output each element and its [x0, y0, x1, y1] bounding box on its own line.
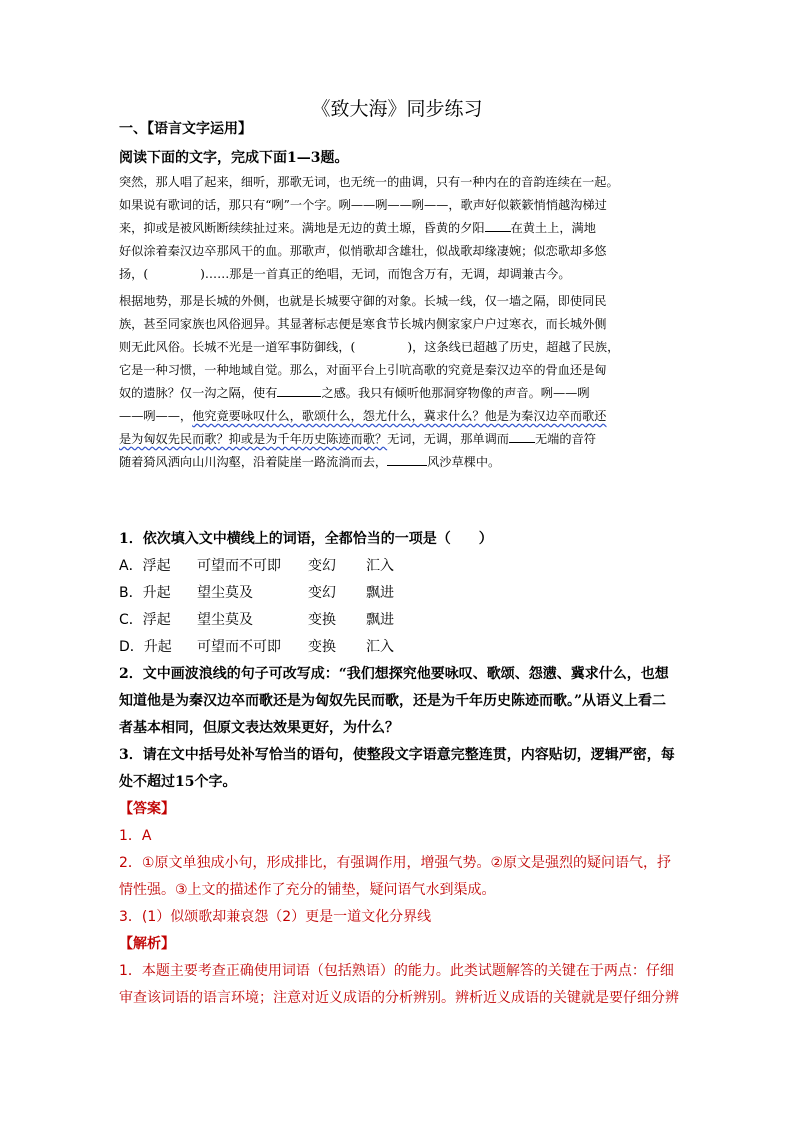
fill-blank-1	[485, 218, 511, 232]
option-word: 变换	[308, 639, 336, 655]
option-word: 变幻	[308, 558, 336, 574]
wavy-underlined-sentence: 他究竟要咏叹什么，歌颂什么，怨尤什么，冀求什么？他是为秦汉边卒而歌还	[192, 409, 607, 423]
option-b	[119, 583, 394, 603]
passage-text: 来，抑或是被风断断续续扯过来。满地是无边的黄土塬，昏黄的夕阳	[119, 221, 485, 235]
answer-1: 1．A	[119, 828, 152, 844]
passage-text: )，这条线已超越了历史，超越了民族，	[407, 340, 620, 354]
passage-text: )……那是一首真正的绝唱，无词，而饱含万有，无调，却调兼古今。	[200, 267, 571, 281]
answer-header: 【答案】	[119, 801, 175, 817]
option-word: 变幻	[308, 585, 336, 601]
question-3-line: 处不超过15个字。	[119, 774, 237, 790]
option-word: 可望而不可即	[197, 558, 281, 574]
passage-line: 如果说有歌词的话，那只有“咧”一个字。咧——咧——咧——，歌声好似簌簌悄悄越沟梯过	[119, 198, 607, 212]
passage-text: 奴的遗脉？仅一沟之隔，使有	[119, 386, 278, 400]
passage-line: 根据地势，那是长城的外侧，也就是长城要守御的对象。长城一线，仅一墙之隔，即使同民	[119, 294, 607, 308]
option-word: 汇入	[366, 639, 394, 655]
option-word: 望尘莫及	[197, 585, 253, 601]
passage-text: 之感。我只有倾听他那洞穿物像的声音。咧——咧	[321, 386, 590, 400]
option-label: D．升起	[119, 639, 172, 655]
answer-3: 3．(1）似颂歌却兼哀怨（2）更是一道文化分界线	[119, 909, 432, 925]
passage-line: 它是一种习惯，一种地域自觉。那么，对面平台上引吭高歌的究竟是秦汉边卒的骨血还是匈	[119, 363, 607, 377]
analysis-line: 审查该词语的语言环境；注意对近义成语的分析辨别。辨析近义成语的关键就是要仔细分辨	[119, 990, 679, 1006]
analysis-line: 1．本题主要考查正确使用词语（包括熟语）的能力。此类试题解答的关键在于两点：仔细	[119, 963, 674, 979]
option-word: 汇入	[366, 558, 394, 574]
passage-line	[119, 383, 590, 403]
passage-line: 好似涂着秦汉边卒那风干的血。那歌声，似悄歌却含雄壮，似战歌却缘凄婉；似恋歌却多悠	[119, 244, 607, 258]
passage-line: 突然，那人唱了起来，细听，那歌无词，也无统一的曲调，只有一种内在的音韵连续在一起。	[119, 175, 619, 189]
answer-2-line: 情性强。③上文的描述作了充分的铺垫，疑问语气水到渠成。	[119, 882, 496, 898]
passage-line	[119, 337, 619, 357]
option-label: A．浮起	[119, 558, 171, 574]
passage-text: 随着猗风洒向山川沟壑，沿着陡崖一路流淌而去，	[119, 455, 388, 469]
answer-2-line: 2．①原文单独成小句，形成排比，有强调作用，增强气势。②原文是强烈的疑问语气，抒	[119, 855, 672, 871]
option-c	[119, 610, 394, 630]
passage-text: 风沙草棵中。	[427, 455, 501, 469]
passage-line	[119, 264, 571, 284]
question-2-line: 知道他是为秦汉边卒而歌还是为匈奴先民而歌，还是为千年历史陈迹而歌。”从语义上看二	[119, 693, 667, 709]
option-word: 飘进	[366, 612, 394, 628]
passage-text: 则无此风俗。长城不光是一道军事防御线，(	[119, 340, 356, 354]
page-title: 《致大海》同步练习	[311, 98, 483, 120]
passage-line	[119, 406, 607, 426]
passage-text: 在黄土上，满地	[510, 221, 596, 235]
fill-blank-2	[277, 383, 321, 397]
passage-text: 无词，无调，那单调而	[387, 432, 509, 446]
question-2-line: 2．文中画波浪线的句子可改写成：“我们想探究他要咏叹、歌颂、怨懑、冀求什么，也想	[119, 666, 669, 682]
passage-line	[119, 429, 596, 449]
passage-line	[119, 218, 596, 238]
reading-instruction: 阅读下面的文字，完成下面1—3题。	[119, 150, 349, 166]
option-d	[119, 637, 394, 657]
option-word: 飘进	[366, 585, 394, 601]
option-word: 变换	[308, 612, 336, 628]
analysis-header: 【解析】	[119, 936, 175, 952]
passage-text: 扬，(	[119, 267, 149, 281]
section-heading: 一、【语言文字运用】	[119, 121, 252, 137]
fill-blank-4	[387, 452, 427, 466]
option-word: 望尘莫及	[197, 612, 253, 628]
wavy-underlined-sentence: 是为匈奴先民而歌？抑或是为千年历史陈迹而歌？	[119, 432, 388, 446]
passage-text: ——咧——，	[119, 409, 193, 423]
option-label: B．升起	[119, 585, 171, 601]
option-a	[119, 556, 394, 576]
question-3-line: 3．请在文中括号处补写恰当的语句，使整段文字语意完整连贯，内容贴切，逻辑严密，每	[119, 747, 675, 763]
passage-line: 族，甚至同家族也风俗迥异。其显著标志便是寒食节长城内侧家家户户过寒衣，而长城外侧	[119, 317, 607, 331]
option-word: 可望而不可即	[197, 639, 281, 655]
option-label: C．浮起	[119, 612, 171, 628]
question-1: 1．依次填入文中横线上的词语，全都恰当的一项是（ ）	[119, 531, 493, 547]
passage-line	[119, 452, 500, 472]
passage-text: 无端的音符	[535, 432, 596, 446]
question-2-line: 者基本相同，但原文表达效果更好，为什么？	[119, 720, 399, 736]
fill-blank-3	[509, 429, 535, 443]
